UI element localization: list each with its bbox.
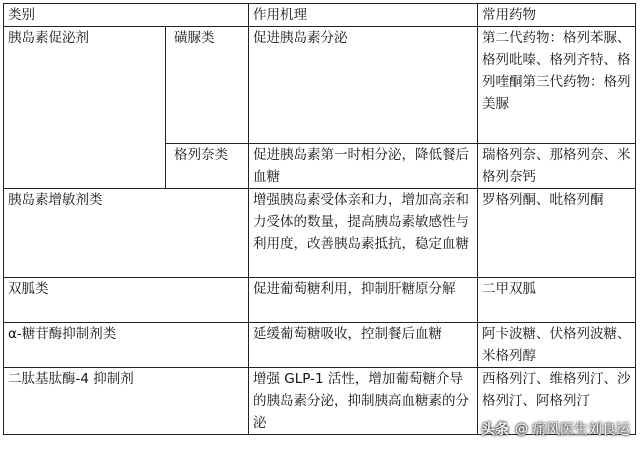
header-category: 类别 <box>4 4 249 27</box>
subclass-glinide: 格列奈类 <box>166 144 249 189</box>
drugs-biguanide: 二甲双胍 <box>478 278 636 323</box>
watermark-author: 痛风医生刘良运 <box>532 422 630 438</box>
watermark <box>479 419 630 439</box>
header-mechanism: 作用机理 <box>249 4 478 27</box>
table-row <box>4 27 636 144</box>
table-row <box>4 278 636 323</box>
table-header-row <box>4 4 636 27</box>
table-row <box>4 189 636 278</box>
mechanism-biguanide: 促进葡萄糖利用，抑制肝糖原分解 <box>249 278 478 323</box>
drugs-agi: 阿卡波糖、伏格列波糖、米格列醇 <box>478 323 636 368</box>
category-dpp4: 二肽基肽酶-4 抑制剂 <box>4 368 249 435</box>
mechanism-dpp4: 增强 GLP-1 活性，增加葡萄糖介导的胰岛素分泌，抑制胰高血糖素的分泌 <box>249 368 478 435</box>
drugs-dpp4: 西格列汀、维格列汀、沙格列汀、阿格列汀 <box>478 368 636 435</box>
watermark-at: @ <box>515 421 528 437</box>
drugs-glinide: 瑞格列奈、那格列奈、米格列奈钙 <box>478 144 636 189</box>
mechanism-agi: 延缓葡萄糖吸收，控制餐后血糖 <box>249 323 478 368</box>
subclass-sulfonylurea: 磺脲类 <box>166 27 249 144</box>
mechanism-sulfonylurea: 促进胰岛素分泌 <box>249 27 478 144</box>
watermark-brand: 头条 <box>481 422 509 438</box>
drug-classification-table <box>3 3 636 435</box>
mechanism-sensitizer: 增强胰岛素受体亲和力，增加高亲和力受体的数量，提高胰岛素敏感性与利用度，改善胰岛素抵抗，稳定血糖 <box>249 189 478 278</box>
category-biguanide: 双胍类 <box>4 278 249 323</box>
table-row <box>4 323 636 368</box>
mechanism-glinide: 促进胰岛素第一时相分泌，降低餐后血糖 <box>249 144 478 189</box>
category-secretagogue: 胰岛素促泌剂 <box>4 27 166 189</box>
drugs-sulfonylurea: 第二代药物：格列苯脲、格列吡嗪、格列齐特、格列喹酮第三代药物：格列美脲 <box>478 27 636 144</box>
drugs-sensitizer: 罗格列酮、吡格列酮 <box>478 189 636 278</box>
header-drugs: 常用药物 <box>478 4 636 27</box>
category-sensitizer: 胰岛素增敏剂类 <box>4 189 249 278</box>
category-agi: α-糖苷酶抑制剂类 <box>4 323 249 368</box>
